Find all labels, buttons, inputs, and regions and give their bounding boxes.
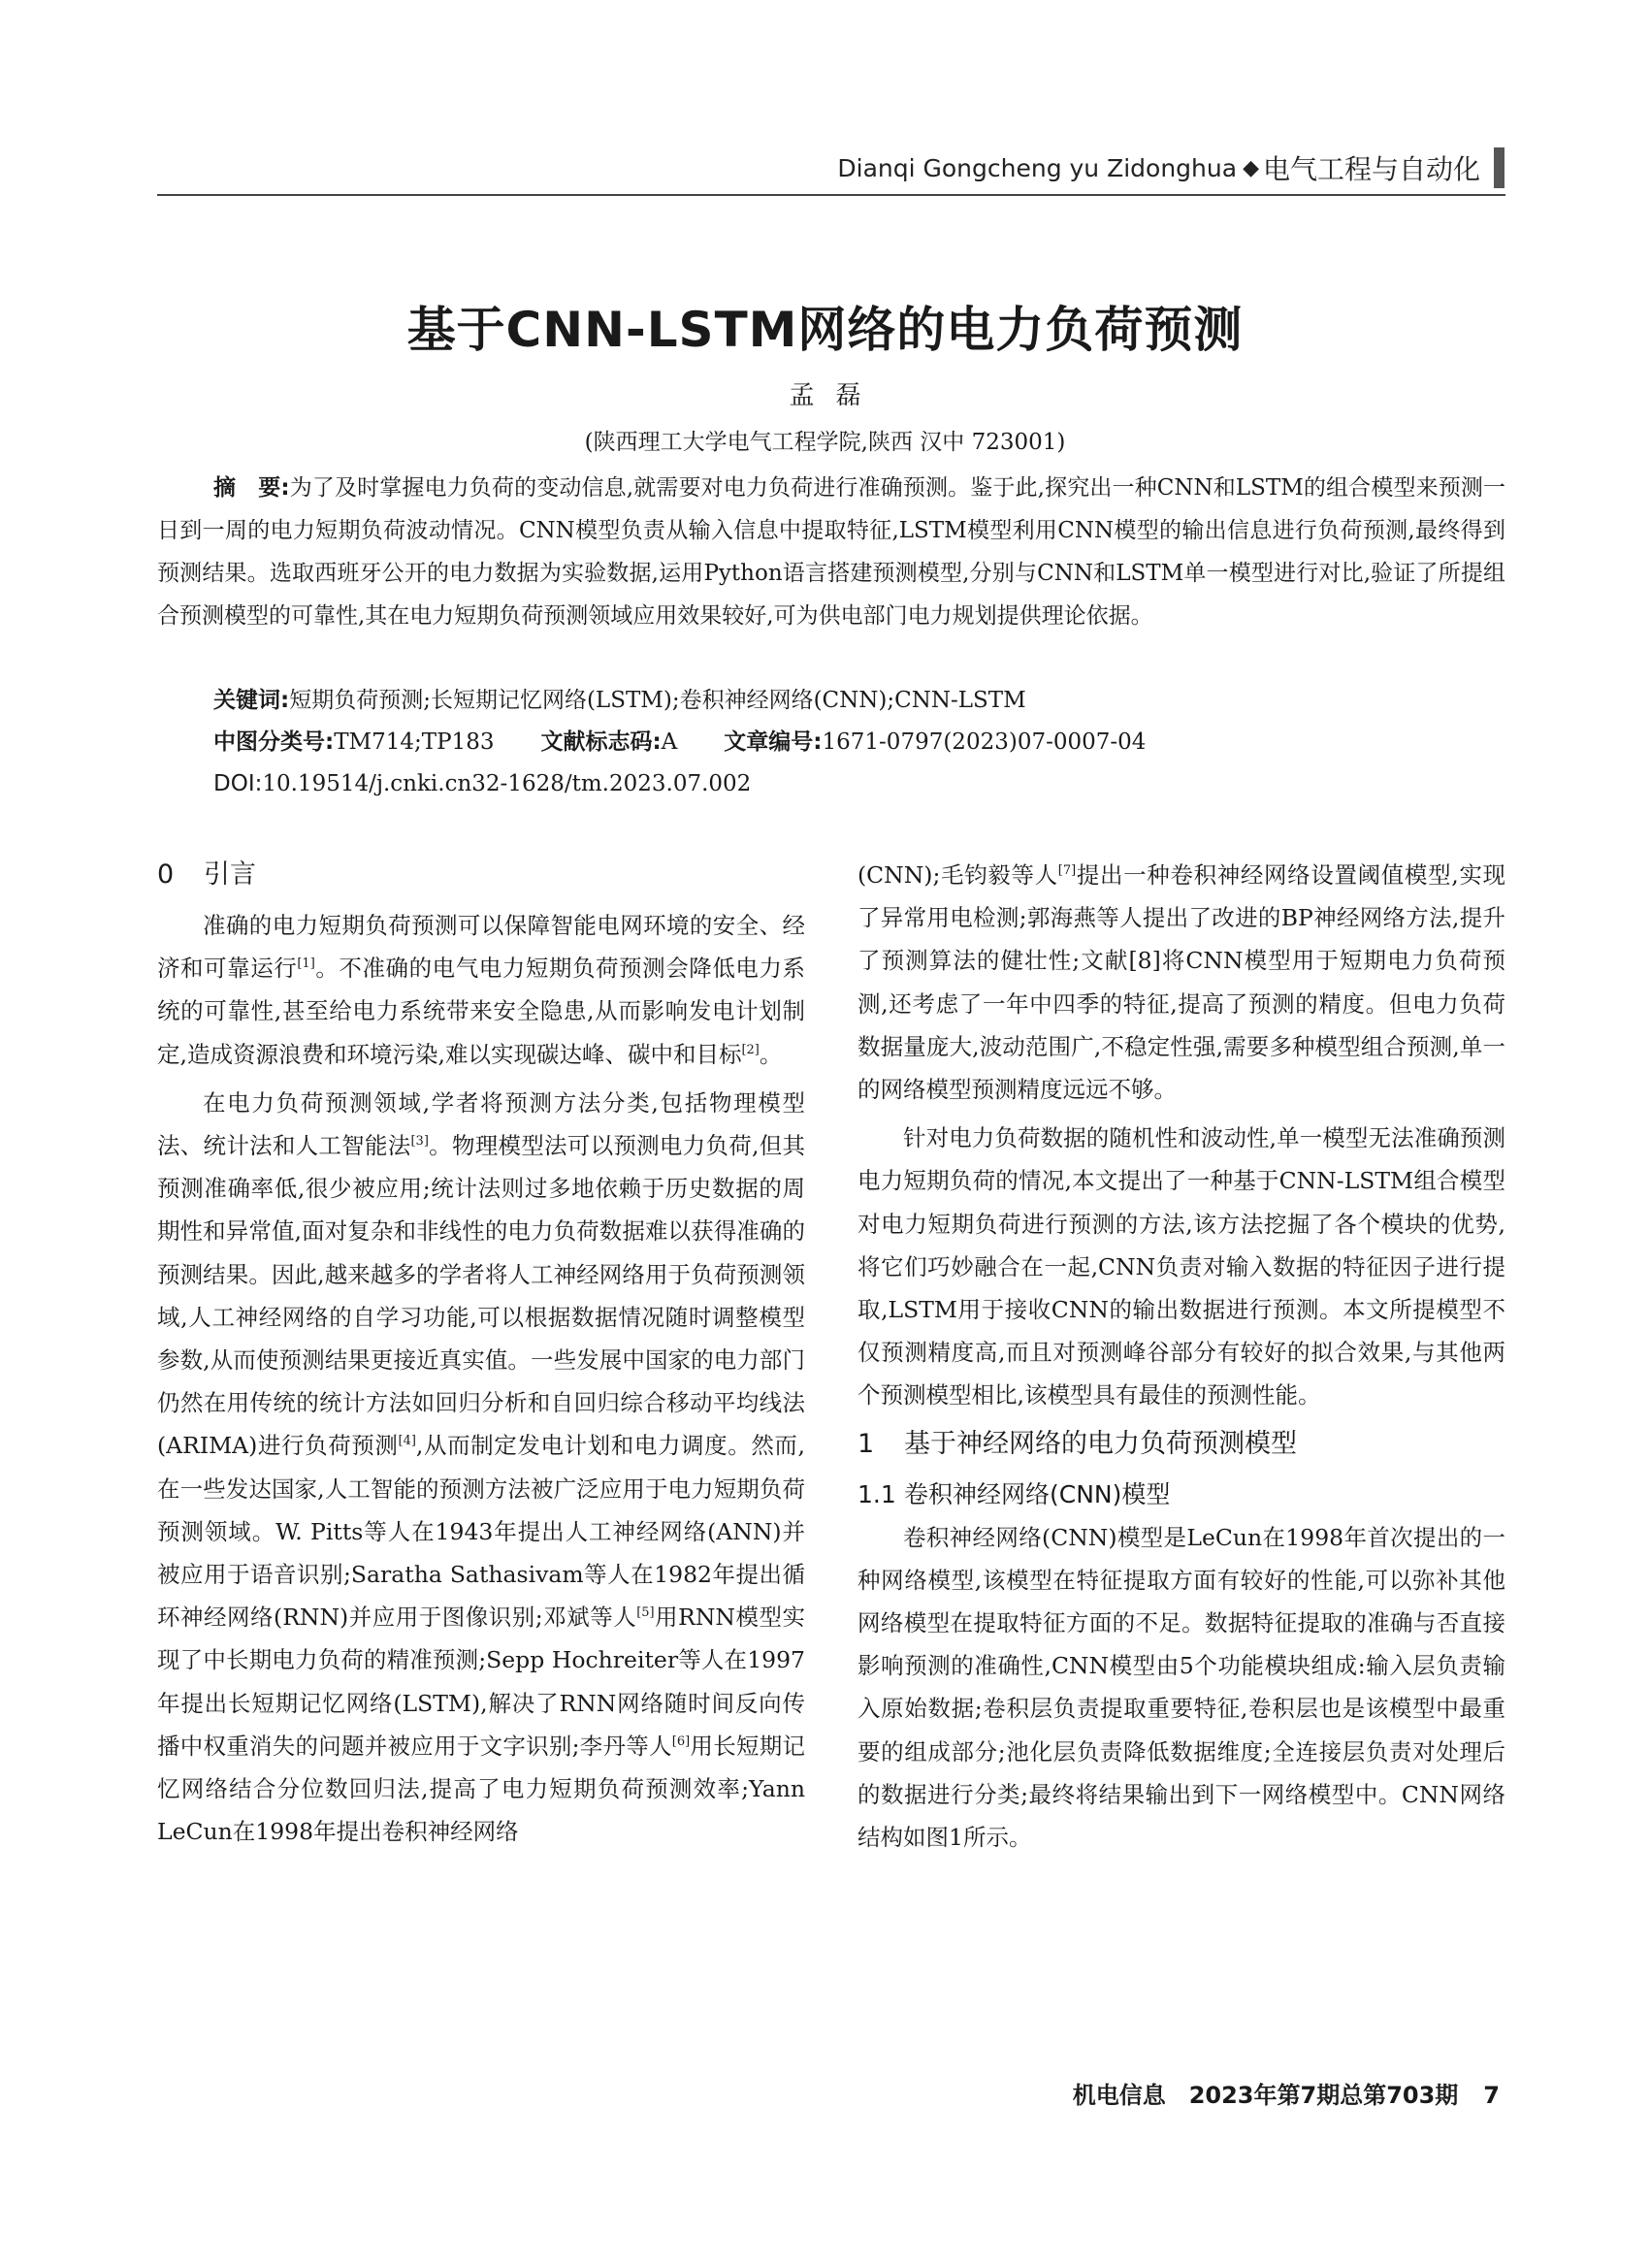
journal-name: 电气工程与自动化 <box>1262 153 1480 185</box>
affiliation: (陕西理工大学电气工程学院,陕西 汉中 723001) <box>584 430 1066 455</box>
doi-line <box>157 762 1505 805</box>
section-1-heading <box>857 1423 1505 1466</box>
footer-journal-issue: 机电信息 2023年第7期总第703期 <box>1072 2082 1459 2109</box>
clc-label: 中图分类号: <box>213 729 335 755</box>
right-column <box>857 854 1505 2057</box>
citation-5[interactable]: [5] <box>636 1605 655 1621</box>
paper-title: 基于CNN-LSTM网络的电力负荷预测 <box>406 302 1244 358</box>
citation-6[interactable]: [6] <box>671 1734 691 1750</box>
section-1-title: 基于神经网络的电力负荷预测模型 <box>904 1428 1297 1459</box>
citation-3[interactable]: [3] <box>410 1134 429 1150</box>
diamond-icon: ◆ <box>1243 155 1259 180</box>
classification-line <box>157 721 1505 763</box>
intro-paragraph-2: 在电力负荷预测领域,学者将预测方法分类,包括物理模型法、统计法和人工智能法[3]。物理模型法可以预测电力负荷,但其预测准确率低,很少被应用;统计法则过多地依赖于历史数据的周期性和异常值,面对复杂和非线性的电力负荷数据难以获得准确的预测结果。因此,越来越多的学者将人工神经网络用于负荷预测领域,人工神经网络的自学习功能,可以根据数据情况随时调整模型参数,从而使预测结果更接近真实值。一些发展中国家的电力部门仍然在用传统的统计方法如回归分析和自回归综合移动平均线法(ARIMA)进行负荷预测[4],从而制定发电计划和电力调度。然而,在一些发达国家,人工智能的预测方法被广泛应用于电力短期负荷预测领域。W. Pitts等人在1943年提出人工神经网络(ANN)并被应用于语音识别;Saratha Sathasivam等人在1982年提出循环神经网络(RNN)并应用于图像识别;邓斌等人[5]用RNN模型实现了中长期电力负荷的精准预测;Sepp Hochreiter等人在1997年提出长短期记忆网络(LSTM),解决了RNN网络随时间反向传播中权重消失的问题并被应用于文字识别;李丹等人[6]用长短期记忆网络结合分位数回归法,提高了电力短期负荷预测效率;Yann LeCun在1998年提出卷积神经网络 <box>157 1088 805 1846</box>
running-header <box>837 147 1504 188</box>
abstract <box>157 467 1505 637</box>
doi-label: DOI: <box>213 771 263 796</box>
section-0-heading <box>157 854 805 896</box>
article-number-label: 文章编号: <box>724 729 823 755</box>
header-bar-decoration <box>1494 147 1504 188</box>
header-rule <box>157 194 1505 196</box>
clc-value: TM714;TP183 <box>334 729 495 755</box>
intro-paragraph-2-continued: (CNN);毛钧毅等人[7]提出一种卷积神经网络设置阈值模型,实现了异常用电检测;郭海燕等人提出了改进的BP神经网络方法,提升了预测算法的健壮性;文献[8]将CNN模型用于短期电力负荷预测,还考虑了一年中四季的特征,提高了预测的精度。但电力负荷数据量庞大,波动范围广,不稳定性强,需要多种模型组合预测,单一的网络模型预测精度远远不够。 <box>857 861 1505 1104</box>
citation-1[interactable]: [1] <box>297 956 315 972</box>
left-column <box>157 854 805 2057</box>
citation-2[interactable]: [2] <box>741 1042 760 1057</box>
section-1-1-title: 卷积神经网络(CNN)模型 <box>904 1479 1171 1508</box>
citation-4[interactable]: [4] <box>398 1434 416 1449</box>
abstract-text: 为了及时掌握电力负荷的变动信息,就需要对电力负荷进行准确预测。鉴于此,探究出一种CNN和LSTM的组合模型来预测一日到一周的电力短期负荷波动情况。CNN模型负责从输入信息中提取特征,LSTM模型利用CNN模型的输出信息进行负荷预测,最终得到预测结果。选取西班牙公开的电力数据为实验数据,运用Python语言搭建预测模型,分别与CNN和LSTM单一模型进行对比,验证了所提组合预测模型的可靠性,其在电力短期负荷预测领域应用效果较好,可为供电部门电力规划提供理论依据。 <box>157 475 1505 629</box>
intro-paragraph-3: 针对电力负荷数据的随机性和波动性,单一模型无法准确预测电力短期负荷的情况,本文提出了一种基于CNN-LSTM组合模型对电力短期负荷进行预测的方法,该方法挖掘了各个模块的优势,将它们巧妙融合在一起,CNN负责对输入数据的特征因子进行提取,LSTM用于接收CNN的输出数据进行预测。本文所提模型不仅预测精度高,而且对预测峰谷部分有较好的拟合效果,与其他两个预测模型相比,该模型具有最佳的预测性能。 <box>857 1124 1505 1409</box>
author: 孟磊 <box>789 381 883 410</box>
page-footer <box>1073 2076 1500 2110</box>
section-1-1-number: 1.1 <box>857 1479 896 1508</box>
intro-paragraph-1: 准确的电力短期负荷预测可以保障智能电网环境的安全、经济和可靠运行[1]。不准确的电气电力短期负荷预测会降低电力系统的可靠性,甚至给电力系统带来安全隐患,从而影响发电计划制定,造成资源浪费和环境污染,难以实现碳达峰、碳中和目标[2]。 <box>157 912 806 1068</box>
page-number: 7 <box>1483 2082 1500 2109</box>
section-0-title: 引言 <box>204 859 256 890</box>
section-0-number: 0 <box>157 859 175 890</box>
keywords-text: 短期负荷预测;长短期记忆网络(LSTM);卷积神经网络(CNN);CNN-LSTM <box>289 688 1026 713</box>
section-1-1-heading <box>857 1474 1505 1516</box>
doc-code-value: A <box>661 729 678 755</box>
doi-value: 10.19514/j.cnki.cn32-1628/tm.2023.07.002 <box>262 771 752 796</box>
abstract-label: 摘 要: <box>213 475 290 501</box>
article-number-value: 1671-0797(2023)07-0007-04 <box>822 729 1147 755</box>
section-1-number: 1 <box>857 1428 875 1459</box>
citation-7[interactable]: [7] <box>1057 863 1077 879</box>
doc-code-label: 文献标志码: <box>540 729 662 755</box>
keywords-label: 关键词: <box>213 688 290 713</box>
cnn-paragraph: 卷积神经网络(CNN)模型是LeCun在1998年首次提出的一种网络模型,该模型在特征提取方面有较好的性能,可以弥补其他网络模型在提取特征方面的不足。数据特征提取的准确与否直接影响预测的准确性,CNN模型由5个功能模块组成:输入层负责输入原始数据;卷积层负责提取重要特征,卷积层也是该模型中最重要的组成部分;池化层负责降低数据维度;全连接层负责对处理后的数据进行分类;最终将结果输出到下一网络模型中。CNN网络结构如图1所示。 <box>857 1523 1505 1852</box>
journal-pinyin: Dianqi Gongcheng yu Zidonghua <box>837 153 1238 182</box>
keywords <box>157 679 1505 722</box>
